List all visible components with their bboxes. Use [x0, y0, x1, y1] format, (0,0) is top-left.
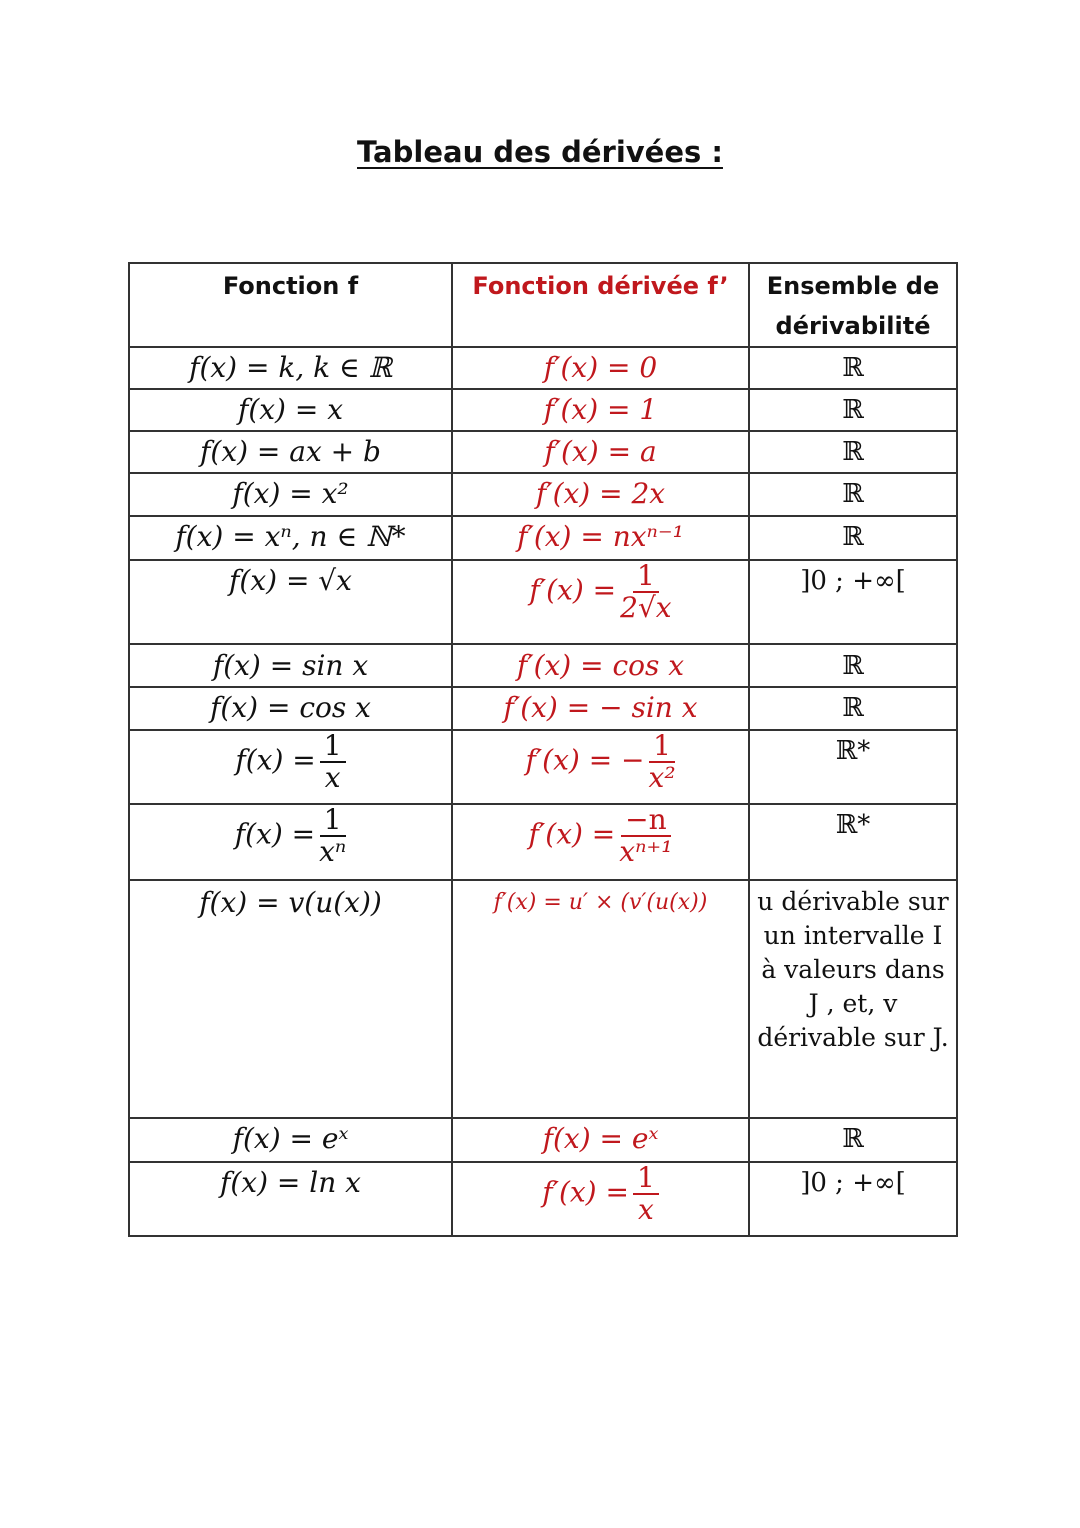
header-function: Fonction f — [129, 263, 452, 347]
fraction-denominator: x² — [648, 761, 676, 794]
function-lhs: f(x) = — [234, 817, 316, 851]
fraction — [633, 1163, 659, 1225]
function-cell: f(x) = xⁿ, n ∈ ℕ* — [129, 516, 452, 560]
fraction-denominator: x — [637, 1193, 654, 1226]
derivative-cell — [452, 1162, 749, 1236]
derivatives-table — [128, 262, 958, 1237]
domain-cell: ℝ — [749, 431, 957, 473]
derivative-cell: f′(x) = cos x — [452, 644, 749, 687]
function-cell: f(x) = ln x — [129, 1162, 452, 1236]
table-row — [129, 644, 957, 687]
fraction-numerator: 1 — [649, 731, 675, 763]
derivative-lhs: f′(x) = — [542, 1175, 629, 1209]
derivative-cell: f′(x) = − sin x — [452, 687, 749, 730]
fraction-denominator: x — [324, 761, 341, 794]
table-row — [129, 880, 957, 1118]
fraction-numerator: 1 — [633, 561, 659, 593]
fraction — [620, 561, 671, 623]
domain-cell: ℝ — [749, 516, 957, 560]
derivative-cell: f′(x) = 1 — [452, 389, 749, 431]
fraction — [320, 731, 346, 793]
fraction — [619, 805, 672, 867]
domain-cell: ℝ — [749, 473, 957, 516]
derivative-cell — [452, 560, 749, 644]
derivative-cell: f′(x) = nxⁿ⁻¹ — [452, 516, 749, 560]
fraction — [649, 731, 676, 793]
fraction-denominator: xⁿ⁺¹ — [619, 835, 673, 868]
fraction-numerator: 1 — [320, 805, 346, 837]
fraction-denominator: 2√x — [620, 591, 672, 624]
table-row — [129, 1162, 957, 1236]
table-row — [129, 473, 957, 516]
function-cell: f(x) = sin x — [129, 644, 452, 687]
function-lhs: f(x) = — [235, 743, 316, 777]
fraction-numerator: 1 — [320, 731, 346, 763]
domain-cell: ℝ* — [749, 804, 957, 880]
derivative-cell: f′(x) = 2x — [452, 473, 749, 516]
fraction-numerator: −n — [621, 805, 671, 837]
function-cell: f(x) = x² — [129, 473, 452, 516]
domain-cell: ]0 ; +∞[ — [749, 1162, 957, 1236]
derivative-cell: f(x) = eˣ — [452, 1118, 749, 1162]
function-cell: f(x) = v(u(x)) — [129, 880, 452, 1118]
function-cell: f(x) = √x — [129, 560, 452, 644]
function-cell: f(x) = k, k ∈ ℝ — [129, 347, 452, 389]
page-title: Tableau des dérivées : — [357, 135, 723, 169]
domain-cell: ℝ — [749, 389, 957, 431]
domain-note-cell: u dérivable sur un intervalle I à valeurs dans J , et, v dérivable sur J. — [749, 880, 957, 1118]
domain-cell: ℝ — [749, 644, 957, 687]
table-row — [129, 560, 957, 644]
derivative-cell — [452, 730, 749, 804]
function-cell: f(x) = eˣ — [129, 1118, 452, 1162]
derivative-lhs: f′(x) = — [528, 817, 616, 851]
derivative-lhs: f′(x) = − — [525, 743, 645, 777]
table-row — [129, 1118, 957, 1162]
header-row — [129, 263, 957, 347]
function-cell: f(x) = ax + b — [129, 431, 452, 473]
table-row — [129, 804, 957, 880]
derivative-cell: f′(x) = 0 — [452, 347, 749, 389]
domain-cell: ℝ* — [749, 730, 957, 804]
table-row — [129, 431, 957, 473]
table-row — [129, 347, 957, 389]
table-row — [129, 687, 957, 730]
domain-cell: ℝ — [749, 687, 957, 730]
fraction-denominator: xⁿ — [319, 835, 347, 868]
fraction — [319, 805, 346, 867]
function-cell: f(x) = cos x — [129, 687, 452, 730]
table-row — [129, 730, 957, 804]
derivative-cell: f′(x) = u′ × (v′(u(x)) — [452, 880, 749, 1118]
domain-cell: ℝ — [749, 1118, 957, 1162]
header-derivative: Fonction dérivée f’ — [452, 263, 749, 347]
header-domain: Ensemble de dérivabilité — [749, 263, 957, 347]
domain-cell: ℝ — [749, 347, 957, 389]
function-cell — [129, 804, 452, 880]
derivative-cell — [452, 804, 749, 880]
derivative-cell: f′(x) = a — [452, 431, 749, 473]
function-cell: f(x) = x — [129, 389, 452, 431]
table-row — [129, 389, 957, 431]
fraction-numerator: 1 — [633, 1163, 659, 1195]
derivative-lhs: f′(x) = — [529, 573, 617, 607]
domain-cell: ]0 ; +∞[ — [749, 560, 957, 644]
function-cell — [129, 730, 452, 804]
table-row — [129, 516, 957, 560]
